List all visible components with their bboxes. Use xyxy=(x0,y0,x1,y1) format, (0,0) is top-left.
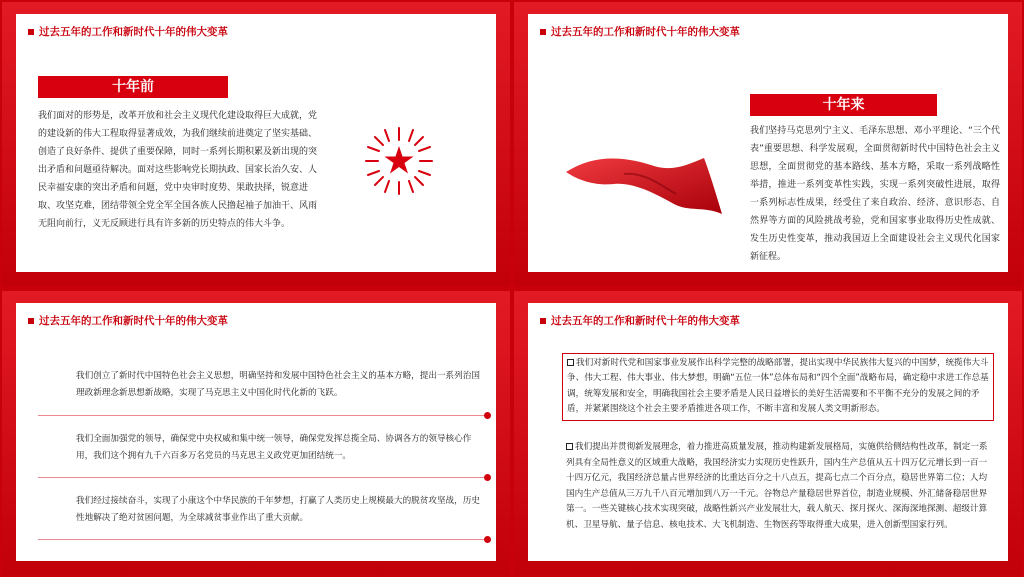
divider xyxy=(38,477,488,478)
section-tag: 十年来 xyxy=(750,94,937,116)
slide-1 xyxy=(2,2,510,286)
divider-dot-icon xyxy=(484,474,491,481)
highlight-paragraph xyxy=(562,353,994,421)
body-text: 我们面对的形势是，改革开放和社会主义现代化建设取得巨大成就，党的建设新的伟大工程取得显著成效，为我们继续前进奠定了坚实基础、创造了良好条件、提供了重要保障，同时一系列长期积累及新出现的突出矛盾和问题亟待解决。面对这些影响党长期执政、国家长治久安、人民幸福安康的突出矛盾和问题，党中央审时度势、果敢抉择，锐意进取、攻坚克难，团结带领全党全军全国各族人民撸起袖子加油干、风雨无阻向前行，义无反顾进行具有许多新的历史特点的伟大斗争。 xyxy=(38,111,318,229)
slide-heading-text: 过去五年的工作和新时代十年的伟大变革 xyxy=(551,26,740,38)
checkbox-square-icon xyxy=(566,443,573,450)
slide-heading-text: 过去五年的工作和新时代十年的伟大变革 xyxy=(39,26,228,38)
heading-square-icon xyxy=(28,29,34,35)
paragraph xyxy=(566,440,994,534)
heading-square-icon xyxy=(28,318,34,324)
slide-3 xyxy=(2,291,510,575)
slide-heading xyxy=(540,24,740,39)
slide-4-content xyxy=(528,303,1008,561)
slide-2 xyxy=(514,2,1022,286)
paragraph-text: 我们对新时代党和国家事业发展作出科学完整的战略部署，提出实现中华民族伟大复兴的中国梦，统揽伟大斗争、伟大工程、伟大事业、伟大梦想，明确“五位一体”总体布局和“四个全面”战略布局，确定稳中求进工作总基调，统筹发展和安全，明确我国社会主要矛盾是人民日益增长的美好生活需要和不平衡不充分的发展之间的矛盾，并紧紧围绕这个社会主要矛盾推进各项工作，不断丰富和发展人类文明新形态。 xyxy=(567,358,989,415)
slide-heading xyxy=(540,313,740,328)
divider-dot-icon xyxy=(484,536,491,543)
slide-heading xyxy=(28,313,228,328)
divider xyxy=(38,415,488,416)
slide-1-content xyxy=(16,14,496,272)
star-burst-icon xyxy=(362,124,436,198)
divider-dot-icon xyxy=(484,412,491,419)
divider xyxy=(38,539,488,540)
section-tag: 十年前 xyxy=(38,76,228,98)
heading-square-icon xyxy=(540,29,546,35)
slide-heading xyxy=(28,24,228,39)
list-item: 我们全面加强党的领导，确保党中央权威和集中统一领导，确保党发挥总揽全局、协调各方的领导核心作用，我们这个拥有九千六百多万名党员的马克思主义政党更加团结统一。 xyxy=(76,434,472,461)
slide-3-content xyxy=(16,303,496,561)
list-item: 我们经过接续奋斗，实现了小康这个中华民族的千年梦想，打赢了人类历史上规模最大的脱贫攻坚战，历史性地解决了绝对贫困问题，为全球减贫事业作出了重大贡献。 xyxy=(76,496,480,523)
list-item: 我们创立了新时代中国特色社会主义思想，明确坚持和发展中国特色社会主义的基本方略，提出一系列治国理政新理念新思想新战略，实现了马克思主义中国化时代化新的飞跃。 xyxy=(76,371,480,398)
red-flag-icon xyxy=(564,134,724,224)
slide-heading-text: 过去五年的工作和新时代十年的伟大变革 xyxy=(39,315,228,327)
slide-heading-text: 过去五年的工作和新时代十年的伟大变革 xyxy=(551,315,740,327)
checkbox-square-icon xyxy=(567,359,574,366)
slide-4 xyxy=(514,291,1022,575)
paragraph-text: 我们提出并贯彻新发展理念，着力推进高质量发展，推动构建新发展格局，实施供给侧结构性改革，制定一系列具有全局性意义的区域重大战略，我国经济实力实现历史性跃升，国内生产总值从五十四万亿元增长到一百一十四万亿元，我国经济总量占世界经济的比重达百分之十八点五，提高七点二个百分点，稳居世界第二位；人均国内生产总值从三万九千八百元增加到八万一千元。谷物总产量稳居世界首位，制造业规模、外汇储备稳居世界第一。一些关键核心技术实现突破，战略性新兴产业发展壮大，载人航天、探月探火、深海深地探测、超级计算机、卫星导航、量子信息、核电技术、大飞机制造、生物医药等取得重大成果，进入创新型国家行列。 xyxy=(566,442,988,530)
heading-square-icon xyxy=(540,318,546,324)
slide-2-content xyxy=(528,14,1008,272)
body-text: 我们坚持马克思列宁主义、毛泽东思想、邓小平理论、“三个代表”重要思想、科学发展观，全面贯彻新时代中国特色社会主义思想，全面贯彻党的基本路线、基本方略，采取一系列战略性举措，推进一系列变革性实践，实现一系列突破性进展，取得一系列标志性成果，经受住了来自政治、经济、意识形态、自然界等方面的风险挑战考验，党和国家事业取得历史性成就、发生历史性变革，推动我国迈上全面建设社会主义现代化国家新征程。 xyxy=(750,126,1000,262)
